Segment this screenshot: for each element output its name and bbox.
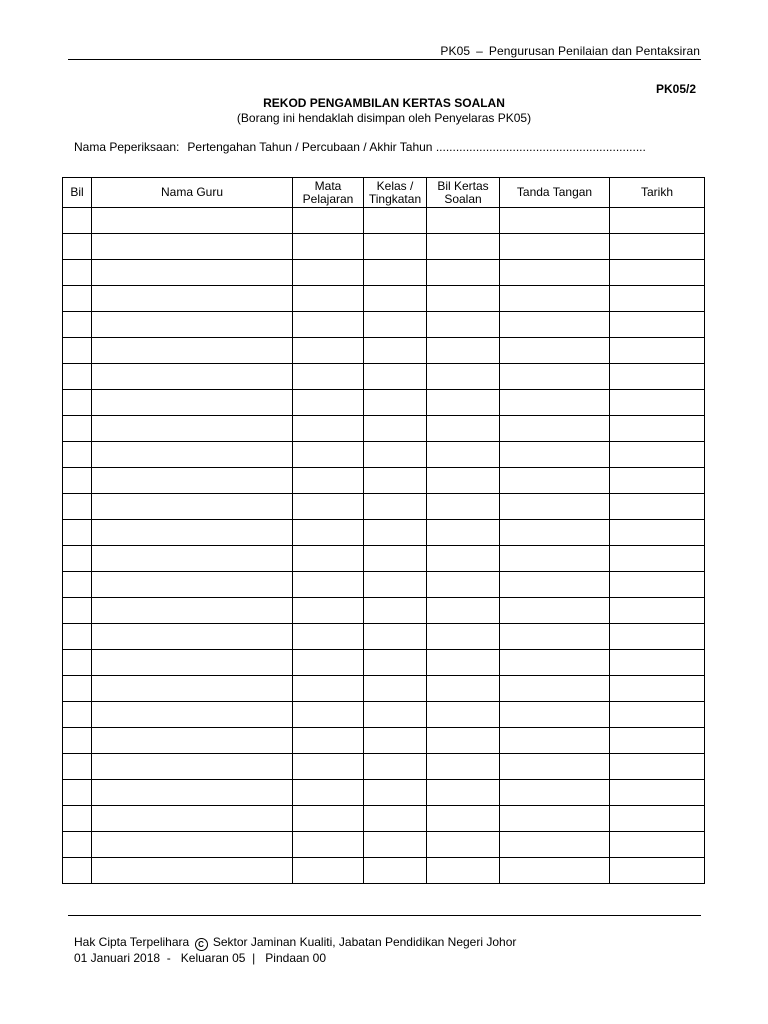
- table-cell[interactable]: [610, 780, 705, 806]
- exam-name-line: [74, 140, 646, 154]
- table-cell[interactable]: [500, 780, 610, 806]
- table-cell[interactable]: [63, 598, 92, 624]
- table-cell[interactable]: [364, 468, 427, 494]
- table-cell[interactable]: [293, 780, 364, 806]
- table-cell[interactable]: [364, 598, 427, 624]
- table-cell[interactable]: [500, 390, 610, 416]
- table-cell[interactable]: [293, 572, 364, 598]
- table-cell[interactable]: [364, 442, 427, 468]
- table-cell[interactable]: [500, 702, 610, 728]
- table-row: [63, 702, 705, 728]
- table-row: [63, 624, 705, 650]
- table-cell[interactable]: [92, 754, 293, 780]
- table-cell[interactable]: [500, 676, 610, 702]
- table-cell[interactable]: [427, 494, 500, 520]
- column-header: [92, 178, 293, 208]
- table-cell[interactable]: [427, 546, 500, 572]
- table-cell[interactable]: [293, 338, 364, 364]
- table-cell[interactable]: [610, 624, 705, 650]
- table-cell[interactable]: [610, 806, 705, 832]
- table-cell[interactable]: [92, 858, 293, 884]
- table-cell[interactable]: [610, 858, 705, 884]
- table-cell[interactable]: [63, 468, 92, 494]
- table-cell[interactable]: [364, 260, 427, 286]
- table-cell[interactable]: [63, 390, 92, 416]
- table-row: [63, 650, 705, 676]
- table-row: [63, 364, 705, 390]
- copyright-text: Hak Cipta Terpelihara: [74, 935, 190, 949]
- column-header-line2: Pelajaran: [302, 191, 354, 206]
- table-cell[interactable]: [92, 234, 293, 260]
- table-cell[interactable]: [610, 728, 705, 754]
- table-cell[interactable]: [500, 598, 610, 624]
- table-cell[interactable]: [63, 338, 92, 364]
- header-separator: –: [476, 44, 483, 58]
- table-row: [63, 754, 705, 780]
- table-row: [63, 572, 705, 598]
- table-cell[interactable]: [293, 416, 364, 442]
- table-cell[interactable]: [427, 390, 500, 416]
- table-cell[interactable]: [610, 546, 705, 572]
- table-cell[interactable]: [427, 702, 500, 728]
- form-title: REKOD PENGAMBILAN KERTAS SOALAN: [263, 96, 505, 110]
- column-header: [293, 178, 364, 208]
- table-cell[interactable]: [63, 442, 92, 468]
- table-cell[interactable]: [63, 832, 92, 858]
- table-cell[interactable]: [92, 650, 293, 676]
- table-cell[interactable]: [610, 598, 705, 624]
- table-row: [63, 208, 705, 234]
- table-cell[interactable]: [500, 728, 610, 754]
- table-cell[interactable]: [92, 442, 293, 468]
- table-cell[interactable]: [500, 468, 610, 494]
- table-row: [63, 806, 705, 832]
- table-cell[interactable]: [92, 832, 293, 858]
- table-cell[interactable]: [427, 416, 500, 442]
- table-cell[interactable]: [293, 260, 364, 286]
- table-row: [63, 858, 705, 884]
- table-cell[interactable]: [63, 520, 92, 546]
- column-header: [610, 178, 705, 208]
- header-row: [63, 178, 705, 208]
- table-cell[interactable]: [427, 728, 500, 754]
- table-cell[interactable]: [293, 624, 364, 650]
- table-cell[interactable]: [63, 494, 92, 520]
- table-cell[interactable]: [500, 364, 610, 390]
- table-cell[interactable]: [92, 780, 293, 806]
- table-cell[interactable]: [610, 754, 705, 780]
- release-number: Keluaran 05: [180, 951, 246, 965]
- table-cell[interactable]: [63, 754, 92, 780]
- table-cell[interactable]: [500, 624, 610, 650]
- table-cell[interactable]: [500, 312, 610, 338]
- table-cell[interactable]: [610, 676, 705, 702]
- table-cell[interactable]: [364, 832, 427, 858]
- copyright-icon: C: [195, 938, 208, 951]
- table-cell[interactable]: [427, 676, 500, 702]
- table-cell[interactable]: [293, 364, 364, 390]
- table-cell[interactable]: [92, 286, 293, 312]
- table-cell[interactable]: [364, 286, 427, 312]
- table-cell[interactable]: [610, 364, 705, 390]
- table-cell[interactable]: [293, 806, 364, 832]
- exam-name-options: Pertengahan Tahun / Percubaan / Akhir Tahun: [187, 140, 433, 154]
- table-cell[interactable]: [610, 520, 705, 546]
- table-row: [63, 416, 705, 442]
- table-cell[interactable]: [92, 676, 293, 702]
- table-cell[interactable]: [610, 338, 705, 364]
- table-cell[interactable]: [293, 286, 364, 312]
- table-cell[interactable]: [500, 286, 610, 312]
- table-row: [63, 260, 705, 286]
- table-cell[interactable]: [427, 286, 500, 312]
- table-cell[interactable]: [63, 546, 92, 572]
- table-cell[interactable]: [610, 234, 705, 260]
- table-cell[interactable]: [63, 806, 92, 832]
- amendment-number: Pindaan 00: [265, 951, 327, 965]
- table-cell[interactable]: [364, 858, 427, 884]
- column-header-line1: Tanda Tangan: [516, 185, 593, 199]
- record-table-body: [63, 208, 705, 884]
- table-row: [63, 442, 705, 468]
- table-cell[interactable]: [63, 312, 92, 338]
- table-row: [63, 780, 705, 806]
- table-cell[interactable]: [364, 338, 427, 364]
- column-header: [364, 178, 427, 208]
- table-cell[interactable]: [92, 546, 293, 572]
- table-cell[interactable]: [364, 780, 427, 806]
- table-cell[interactable]: [500, 260, 610, 286]
- table-cell[interactable]: [427, 624, 500, 650]
- table-cell[interactable]: [427, 208, 500, 234]
- table-cell[interactable]: [500, 208, 610, 234]
- table-cell[interactable]: [63, 416, 92, 442]
- table-cell[interactable]: [610, 494, 705, 520]
- table-cell[interactable]: [427, 364, 500, 390]
- table-cell[interactable]: [364, 572, 427, 598]
- table-cell[interactable]: [293, 520, 364, 546]
- table-cell[interactable]: [427, 650, 500, 676]
- form-subtitle: (Borang ini hendaklah disimpan oleh Penyelaras PK05): [236, 111, 532, 125]
- document-footer: [74, 935, 516, 966]
- table-cell[interactable]: [364, 650, 427, 676]
- table-cell[interactable]: [500, 416, 610, 442]
- record-table: [62, 177, 705, 884]
- table-cell[interactable]: [610, 702, 705, 728]
- table-cell[interactable]: [92, 494, 293, 520]
- column-header-line1: Mata: [314, 178, 342, 193]
- table-cell[interactable]: [610, 572, 705, 598]
- table-cell[interactable]: [92, 520, 293, 546]
- table-row: [63, 546, 705, 572]
- table-cell[interactable]: [427, 234, 500, 260]
- table-cell[interactable]: [500, 520, 610, 546]
- column-header-line1: Bil: [70, 185, 84, 199]
- table-cell[interactable]: [364, 546, 427, 572]
- table-cell[interactable]: [610, 442, 705, 468]
- table-cell[interactable]: [364, 364, 427, 390]
- table-cell[interactable]: [92, 260, 293, 286]
- column-header-line2: Soalan: [444, 191, 482, 206]
- table-cell[interactable]: [293, 546, 364, 572]
- table-cell[interactable]: [92, 338, 293, 364]
- table-cell[interactable]: [500, 442, 610, 468]
- table-row: [63, 728, 705, 754]
- table-cell[interactable]: [63, 286, 92, 312]
- table-cell[interactable]: [92, 728, 293, 754]
- table-cell[interactable]: [610, 832, 705, 858]
- table-cell[interactable]: [427, 858, 500, 884]
- table-cell[interactable]: [293, 676, 364, 702]
- table-cell[interactable]: [500, 572, 610, 598]
- table-cell[interactable]: [92, 624, 293, 650]
- table-cell[interactable]: [92, 364, 293, 390]
- table-cell[interactable]: [293, 468, 364, 494]
- table-cell[interactable]: [364, 806, 427, 832]
- table-row: [63, 468, 705, 494]
- table-cell[interactable]: [92, 390, 293, 416]
- table-cell[interactable]: [293, 832, 364, 858]
- column-header-line1: Kelas /: [376, 178, 414, 193]
- table-cell[interactable]: [364, 208, 427, 234]
- table-cell[interactable]: [293, 208, 364, 234]
- table-cell[interactable]: [293, 598, 364, 624]
- column-header-line2: Tingkatan: [368, 191, 422, 206]
- table-cell[interactable]: [427, 442, 500, 468]
- table-cell[interactable]: [63, 650, 92, 676]
- table-cell[interactable]: [364, 234, 427, 260]
- table-cell[interactable]: [92, 312, 293, 338]
- table-cell[interactable]: [427, 468, 500, 494]
- table-cell[interactable]: [63, 572, 92, 598]
- table-cell[interactable]: [63, 676, 92, 702]
- table-cell[interactable]: [92, 416, 293, 442]
- table-cell[interactable]: [364, 624, 427, 650]
- table-cell[interactable]: [427, 520, 500, 546]
- separator-dash: -: [166, 951, 171, 965]
- table-cell[interactable]: [610, 416, 705, 442]
- table-cell[interactable]: [63, 702, 92, 728]
- table-cell[interactable]: [610, 390, 705, 416]
- table-row: [63, 520, 705, 546]
- issue-date: 01 Januari 2018: [74, 951, 161, 965]
- column-header: [427, 178, 500, 208]
- copyright-owner: Sektor Jaminan Kualiti, Jabatan Pendidikan Negeri Johor: [212, 935, 517, 949]
- footer-divider: [68, 915, 701, 916]
- table-cell[interactable]: [500, 806, 610, 832]
- table-cell[interactable]: [500, 832, 610, 858]
- table-cell[interactable]: [427, 312, 500, 338]
- header-title: Pengurusan Penilaian dan Pentaksiran: [488, 44, 700, 58]
- exam-name-label: Nama Peperiksaan:: [74, 140, 180, 154]
- table-cell[interactable]: [500, 494, 610, 520]
- table-cell[interactable]: [293, 234, 364, 260]
- document-header: [440, 44, 700, 58]
- column-header-line1: Nama Guru: [160, 185, 224, 199]
- table-cell[interactable]: [364, 676, 427, 702]
- version-line: [74, 951, 516, 966]
- table-cell[interactable]: [427, 754, 500, 780]
- table-cell[interactable]: [610, 312, 705, 338]
- table-row: [63, 312, 705, 338]
- table-cell[interactable]: [293, 702, 364, 728]
- table-cell[interactable]: [364, 416, 427, 442]
- table-cell[interactable]: [500, 650, 610, 676]
- table-cell[interactable]: [500, 754, 610, 780]
- header-code: PK05: [440, 44, 471, 58]
- table-cell[interactable]: [293, 312, 364, 338]
- table-cell[interactable]: [427, 806, 500, 832]
- table-cell[interactable]: [293, 754, 364, 780]
- table-cell[interactable]: [92, 208, 293, 234]
- table-cell[interactable]: [293, 494, 364, 520]
- table-cell[interactable]: [500, 234, 610, 260]
- table-cell[interactable]: [293, 442, 364, 468]
- table-cell[interactable]: [63, 364, 92, 390]
- table-cell[interactable]: [500, 858, 610, 884]
- table-cell[interactable]: [364, 494, 427, 520]
- table-cell[interactable]: [364, 520, 427, 546]
- table-cell[interactable]: [427, 338, 500, 364]
- form-code: PK05/2: [655, 82, 696, 96]
- table-cell[interactable]: [92, 468, 293, 494]
- table-cell[interactable]: [63, 728, 92, 754]
- table-row: [63, 494, 705, 520]
- table-cell[interactable]: [92, 598, 293, 624]
- exam-name-fill-line: ...............................................................: [435, 140, 646, 154]
- table-row: [63, 598, 705, 624]
- table-cell[interactable]: [63, 624, 92, 650]
- table-row: [63, 832, 705, 858]
- table-cell[interactable]: [63, 260, 92, 286]
- table-cell[interactable]: [427, 780, 500, 806]
- table-row: [63, 676, 705, 702]
- table-cell[interactable]: [63, 780, 92, 806]
- record-table-header: [63, 178, 705, 208]
- column-header-line1: Bil Kertas: [437, 178, 489, 193]
- table-row: [63, 234, 705, 260]
- table-cell[interactable]: [364, 390, 427, 416]
- table-row: [63, 338, 705, 364]
- copyright-line: [74, 935, 516, 951]
- table-cell[interactable]: [427, 572, 500, 598]
- table-cell[interactable]: [92, 572, 293, 598]
- table-cell[interactable]: [364, 702, 427, 728]
- table-cell[interactable]: [427, 598, 500, 624]
- table-cell[interactable]: [427, 260, 500, 286]
- separator-bar: |: [252, 951, 256, 965]
- table-cell[interactable]: [293, 728, 364, 754]
- header-divider: [68, 59, 701, 60]
- table-cell[interactable]: [610, 260, 705, 286]
- table-cell[interactable]: [63, 234, 92, 260]
- table-cell[interactable]: [610, 286, 705, 312]
- table-cell[interactable]: [427, 832, 500, 858]
- table-cell[interactable]: [293, 650, 364, 676]
- table-cell[interactable]: [63, 858, 92, 884]
- table-cell[interactable]: [610, 650, 705, 676]
- table-row: [63, 390, 705, 416]
- table-row: [63, 286, 705, 312]
- column-header: [63, 178, 92, 208]
- table-cell[interactable]: [364, 754, 427, 780]
- table-cell[interactable]: [610, 208, 705, 234]
- table-cell[interactable]: [364, 728, 427, 754]
- table-cell[interactable]: [364, 312, 427, 338]
- column-header-line1: Tarikh: [640, 185, 673, 199]
- table-cell[interactable]: [63, 208, 92, 234]
- table-cell[interactable]: [500, 338, 610, 364]
- table-cell[interactable]: [92, 806, 293, 832]
- table-cell[interactable]: [610, 468, 705, 494]
- table-cell[interactable]: [500, 546, 610, 572]
- table-cell[interactable]: [92, 702, 293, 728]
- table-cell[interactable]: [293, 858, 364, 884]
- column-header: [500, 178, 610, 208]
- table-cell[interactable]: [293, 390, 364, 416]
